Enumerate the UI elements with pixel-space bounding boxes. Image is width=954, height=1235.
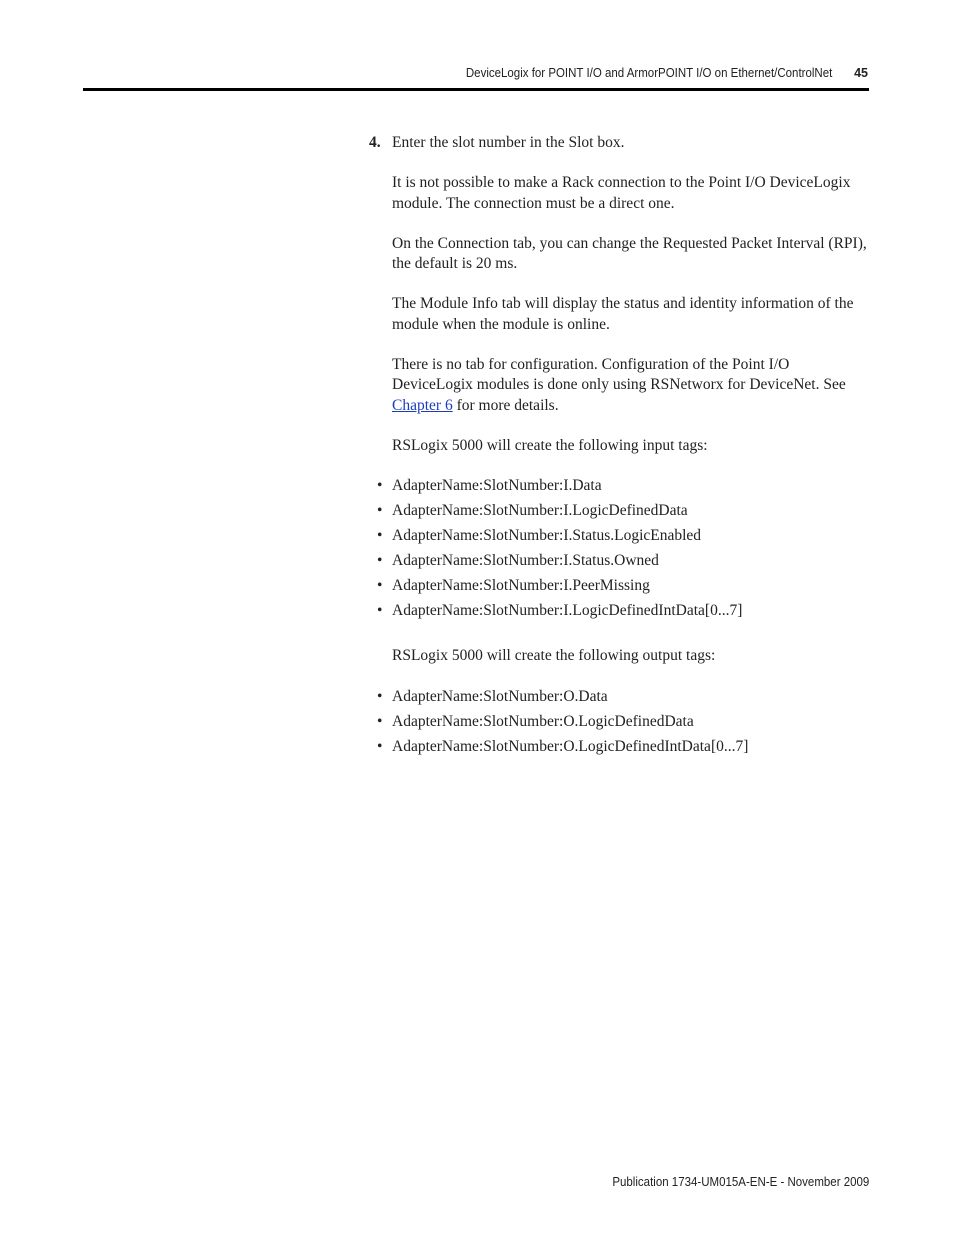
paragraph-configuration-text: There is no tab for configuration. Configuration of the Point I/O DeviceLogix modules is done only using RSNetworx for DeviceNet. See — [392, 356, 846, 394]
bullet-icon: • — [377, 502, 383, 520]
header-divider — [83, 88, 869, 91]
input-tag-label: AdapterName:SlotNumber:I.Status.Owned — [392, 552, 659, 570]
output-tags-intro: RSLogix 5000 will create the following output tags: — [392, 647, 716, 665]
list-item — [369, 712, 869, 737]
bullet-icon: • — [377, 687, 383, 705]
output-tag-label: AdapterName:SlotNumber:O.LogicDefinedData — [392, 712, 694, 730]
list-item — [369, 737, 869, 762]
step-text: Enter the slot number in the Slot box. — [392, 134, 625, 151]
bullet-icon: • — [377, 577, 383, 595]
list-item — [369, 476, 869, 501]
list-item — [369, 576, 869, 601]
bullet-icon: • — [377, 552, 383, 570]
bullet-icon: • — [377, 602, 383, 620]
bullet-icon: • — [377, 477, 383, 495]
main-content — [369, 133, 869, 782]
input-tag-label: AdapterName:SlotNumber:I.LogicDefinedIntData[0...7] — [392, 602, 743, 620]
chapter-6-link[interactable]: Chapter 6 — [392, 396, 453, 414]
input-tags-intro: RSLogix 5000 will create the following input tags: — [392, 436, 708, 454]
list-item — [369, 526, 869, 551]
publication-footer: Publication 1734-UM015A-EN-E - November 2009 — [612, 1175, 869, 1189]
input-tag-label: AdapterName:SlotNumber:I.LogicDefinedData — [392, 502, 688, 520]
input-tag-label: AdapterName:SlotNumber:I.PeerMissing — [392, 577, 650, 595]
step-4 — [369, 133, 869, 153]
paragraph-connection-tab: On the Connection tab, you can change the Requested Packet Interval (RPI), the default is 20 ms. — [392, 234, 867, 273]
bullet-icon: • — [377, 712, 383, 730]
input-tag-label: AdapterName:SlotNumber:I.Status.LogicEnabled — [392, 527, 702, 545]
bullet-icon: • — [377, 737, 383, 755]
list-item — [369, 551, 869, 576]
list-item — [369, 601, 869, 626]
output-tags-list — [369, 687, 869, 762]
list-item — [369, 687, 869, 712]
running-header-title: DeviceLogix for POINT I/O and ArmorPOINT I/O on Ethernet/ControlNet — [465, 66, 832, 80]
page-number: 45 — [854, 66, 868, 80]
output-tag-label: AdapterName:SlotNumber:O.Data — [392, 687, 608, 705]
step-number: 4. — [369, 134, 381, 151]
list-item — [369, 501, 869, 526]
input-tag-label: AdapterName:SlotNumber:I.Data — [392, 477, 602, 495]
paragraph-configuration — [369, 355, 869, 416]
paragraph-rack-connection: It is not possible to make a Rack connection to the Point I/O DeviceLogix module. The connection must be a direct one. — [392, 174, 851, 212]
bullet-icon: • — [377, 527, 383, 545]
paragraph-configuration-tail: for more details. — [452, 396, 559, 414]
output-tag-label: AdapterName:SlotNumber:O.LogicDefinedIntData[0...7] — [392, 737, 749, 755]
input-tags-list — [369, 476, 869, 626]
paragraph-module-info-tab: The Module Info tab will display the status and identity information of the module when the module is online. — [392, 295, 854, 333]
